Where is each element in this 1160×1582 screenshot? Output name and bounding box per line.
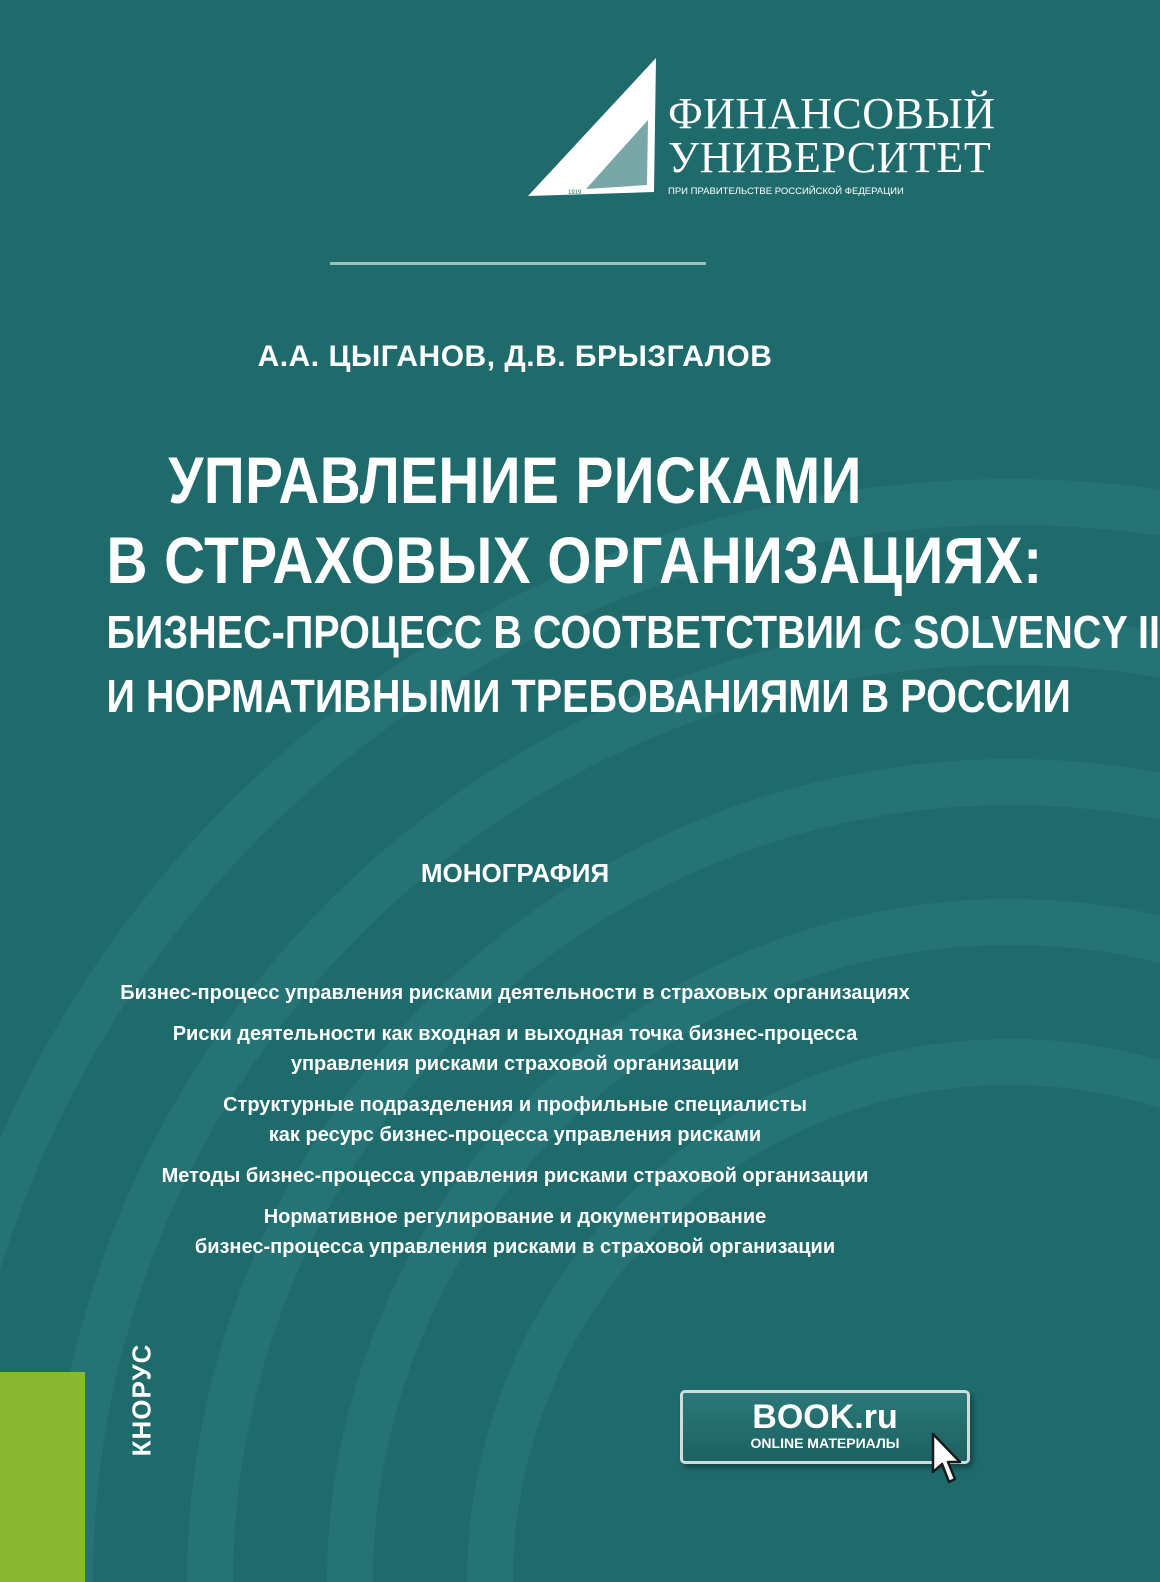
university-logo-text: [668, 89, 996, 197]
logo-year: 1919: [568, 190, 582, 196]
publisher-color-bar: [0, 1372, 85, 1582]
finance-university-spire-icon: [528, 58, 658, 200]
title-line-1: УПРАВЛЕНИЕ РИСКАМИ: [168, 443, 862, 517]
genre-label: МОНОГРАФИЯ: [420, 858, 610, 888]
book-ru-label: BOOK.ru: [752, 1398, 898, 1436]
logo-line-2: УНИВЕРСИТЕТ: [668, 133, 992, 182]
title-line-3: БИЗНЕС-ПРОЦЕСС В СООТВЕТСТВИИ С SOLVENCY II: [106, 606, 1160, 658]
logo-line-1: ФИНАНСОВЫЙ: [668, 89, 996, 138]
authors: А.А. ЦЫГАНОВ, Д.В. БРЫЗГАЛОВ: [257, 340, 773, 373]
topic-item: Структурные подразделения и профильные специалисты как ресурс бизнес-процесса управления рисками: [223, 1094, 807, 1146]
mouse-cursor-icon: [930, 1432, 964, 1488]
header-divider: [330, 262, 706, 265]
publisher-name: КНОРУС: [126, 1343, 157, 1457]
topic-item: Нормативное регулирование и документирование бизнес-процесса управления рисками в страховой организации: [194, 1206, 836, 1258]
book-ru-online-button[interactable]: [680, 1390, 970, 1464]
topic-item: Методы бизнес-процесса управления рисками страховой организации: [161, 1165, 869, 1187]
online-materials-label: ONLINE МАТЕРИАЛЫ: [750, 1435, 900, 1451]
title-line-2: В СТРАХОВЫХ ОРГАНИЗАЦИЯХ:: [106, 523, 1043, 597]
topic-item: Бизнес-процесс управления рисками деятельности в страховых организациях: [120, 982, 910, 1004]
topics-list: [40, 978, 990, 1273]
title-line-4: И НОРМАТИВНЫМИ ТРЕБОВАНИЯМИ В РОССИИ: [106, 670, 1071, 722]
topic-item: Риски деятельности как входная и выходная точка бизнес-процесса управления рисками страховой организации: [172, 1023, 858, 1075]
logo-subtitle: ПРИ ПРАВИТЕЛЬСТВЕ РОССИЙСКОЙ ФЕДЕРАЦИИ: [668, 186, 904, 197]
book-title: [40, 440, 1160, 728]
